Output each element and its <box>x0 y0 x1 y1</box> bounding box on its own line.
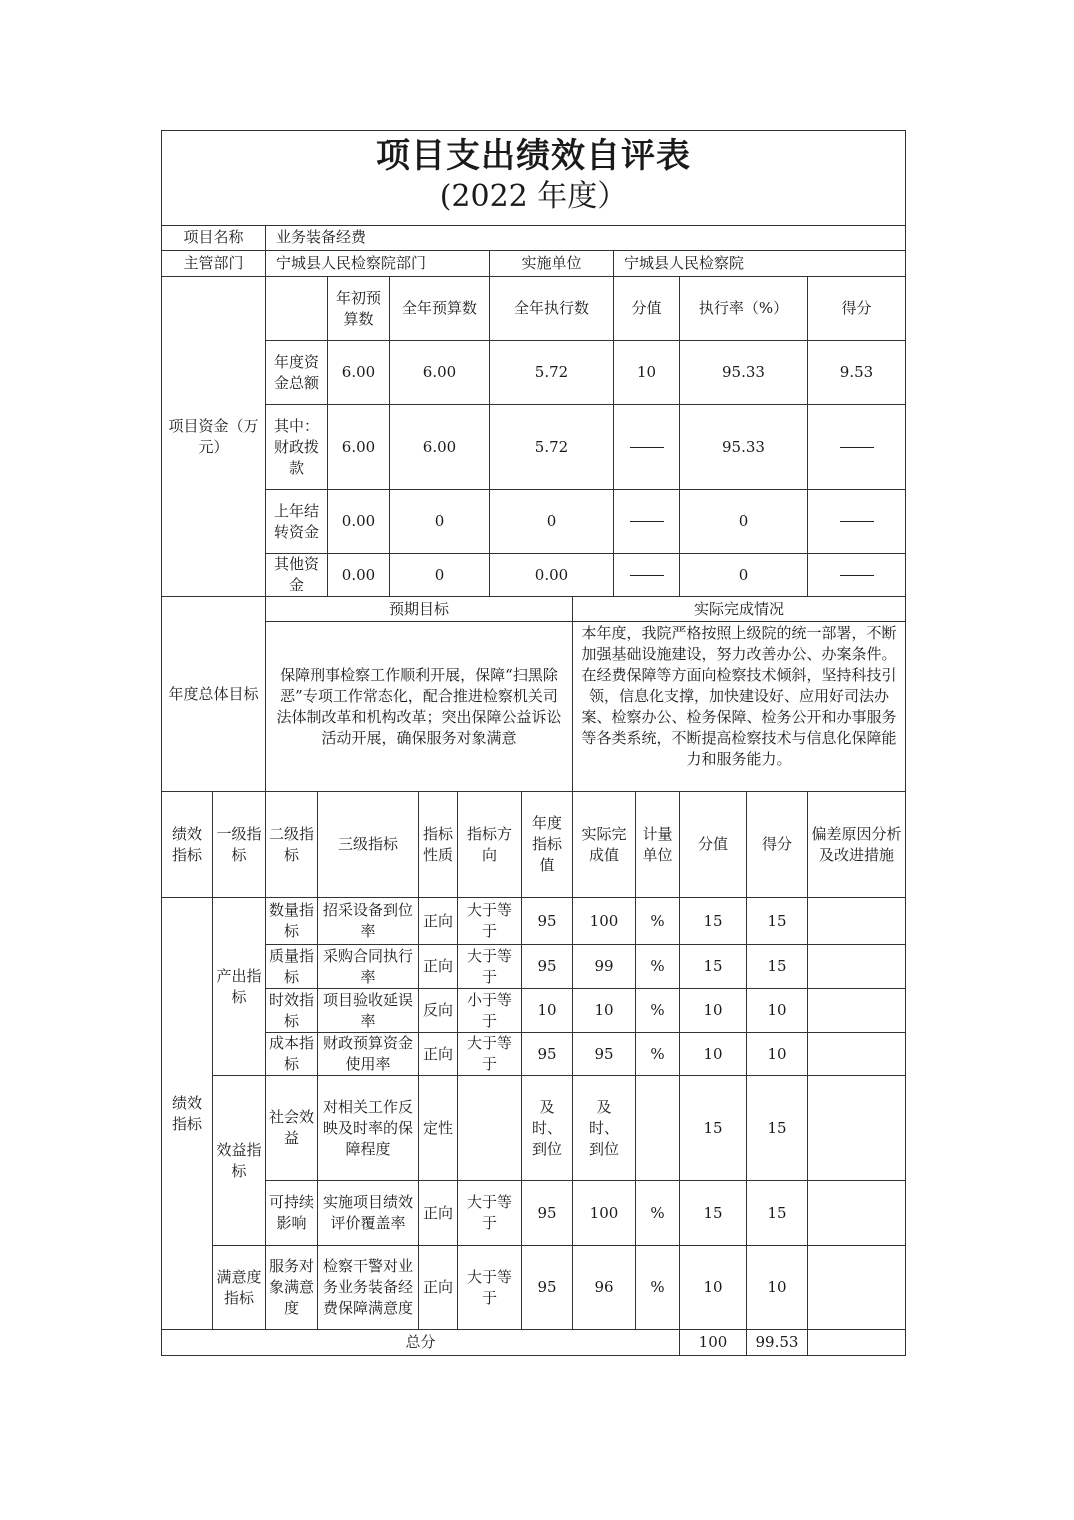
ind-row-l3: 检察干警对业务业务装备经费保障满意度 <box>318 1246 419 1330</box>
empty-dash <box>840 521 874 522</box>
ind-row-l3: 财政预算资金使用率 <box>318 1033 419 1076</box>
ind-row-nature: 正向 <box>419 1181 458 1246</box>
funds-row-label: 上年结转资金 <box>266 490 328 554</box>
ind-row-score-value: 10 <box>680 989 747 1033</box>
goals-expected-header: 预期目标 <box>266 597 573 622</box>
ind-row-note <box>808 945 905 989</box>
ind-row-score: 10 <box>747 1033 808 1076</box>
ind-row-unit: % <box>636 1246 680 1330</box>
funds-row-full: 0 <box>390 554 490 597</box>
ind-header-score: 得分 <box>747 792 808 898</box>
ind-row-note <box>808 898 905 945</box>
ind-row-target: 95 <box>522 898 573 945</box>
funds-row-init: 6.00 <box>328 405 390 490</box>
funds-header-rate: 执行率（%） <box>680 277 808 341</box>
project-name-label: 项目名称 <box>162 225 266 251</box>
empty-dash <box>630 447 664 448</box>
ind-row-nature: 正向 <box>419 945 458 989</box>
ind-row-note <box>808 1181 905 1246</box>
ind-l1-satisfaction: 满意度指标 <box>213 1246 266 1330</box>
ind-row-target: 95 <box>522 1033 573 1076</box>
funds-row-exec: 0.00 <box>490 554 614 597</box>
funds-row-score: 9.53 <box>808 341 905 405</box>
impl-unit-value: 宁城县人民检察院 <box>614 251 905 277</box>
funds-row-score <box>808 405 905 490</box>
self-evaluation-form <box>161 130 906 1356</box>
ind-row-nature: 反向 <box>419 989 458 1033</box>
funds-row-init: 0.00 <box>328 554 390 597</box>
ind-row-l3: 招采设备到位率 <box>318 898 419 945</box>
ind-row-unit: % <box>636 945 680 989</box>
ind-row-direction: 小于等于 <box>458 989 522 1033</box>
ind-header-perf: 绩效指标 <box>162 792 213 898</box>
ind-header-actual: 实际完成值 <box>573 792 636 898</box>
ind-header-l2: 二级指标 <box>266 792 318 898</box>
ind-row-score-value: 10 <box>680 1246 747 1330</box>
ind-header-l1: 一级指标 <box>213 792 266 898</box>
funds-header-exec: 全年执行数 <box>490 277 614 341</box>
empty-dash <box>840 447 874 448</box>
ind-row-score-value: 15 <box>680 898 747 945</box>
ind-row-l2: 质量指标 <box>266 945 318 989</box>
ind-row-score: 15 <box>747 945 808 989</box>
ind-row-target: 95 <box>522 945 573 989</box>
total-note <box>808 1330 905 1355</box>
funds-row-label: 年度资金总额 <box>266 341 328 405</box>
ind-row-direction <box>458 1076 522 1181</box>
dept-label: 主管部门 <box>162 251 266 277</box>
total-label: 总分 <box>162 1330 680 1355</box>
ind-row-l2: 社会效益 <box>266 1076 318 1181</box>
form-subtitle: (2022 年度） <box>439 179 628 214</box>
goals-actual-header: 实际完成情况 <box>573 597 905 622</box>
ind-row-actual: 95 <box>573 1033 636 1076</box>
ind-row-note <box>808 1033 905 1076</box>
ind-row-l2: 数量指标 <box>266 898 318 945</box>
funds-row-full: 6.00 <box>390 405 490 490</box>
funds-row-label: 其他资金 <box>266 554 328 597</box>
ind-row-target: 95 <box>522 1181 573 1246</box>
ind-row-actual: 100 <box>573 898 636 945</box>
funds-row-score-value: 10 <box>614 341 680 405</box>
ind-row-unit <box>636 1076 680 1181</box>
ind-row-nature: 正向 <box>419 898 458 945</box>
goals-section-label: 年度总体目标 <box>162 597 266 792</box>
ind-row-direction: 大于等于 <box>458 945 522 989</box>
funds-header-score-value: 分值 <box>614 277 680 341</box>
ind-row-l3: 项目验收延误率 <box>318 989 419 1033</box>
ind-header-unit: 计量单位 <box>636 792 680 898</box>
ind-row-l2: 可持续影响 <box>266 1181 318 1246</box>
ind-row-score-value: 15 <box>680 945 747 989</box>
ind-row-nature: 正向 <box>419 1033 458 1076</box>
ind-row-target: 及时、到位 <box>522 1076 573 1181</box>
funds-row-score-value <box>614 490 680 554</box>
ind-row-unit: % <box>636 898 680 945</box>
ind-row-l2: 成本指标 <box>266 1033 318 1076</box>
ind-header-l3: 三级指标 <box>318 792 419 898</box>
ind-row-actual: 10 <box>573 989 636 1033</box>
total-score-value: 100 <box>680 1330 747 1355</box>
ind-header-direction: 指标方向 <box>458 792 522 898</box>
ind-row-score-value: 15 <box>680 1076 747 1181</box>
project-name-value: 业务装备经费 <box>266 225 905 251</box>
ind-row-l2: 服务对象满意度 <box>266 1246 318 1330</box>
empty-dash <box>630 521 664 522</box>
ind-row-nature: 定性 <box>419 1076 458 1181</box>
ind-row-actual: 96 <box>573 1246 636 1330</box>
ind-row-score: 15 <box>747 1181 808 1246</box>
funds-row-score <box>808 554 905 597</box>
total-score: 99.53 <box>747 1330 808 1355</box>
ind-row-target: 95 <box>522 1246 573 1330</box>
ind-row-l3: 对相关工作反映及时率的保障程度 <box>318 1076 419 1181</box>
funds-row-exec: 0 <box>490 490 614 554</box>
ind-row-note <box>808 989 905 1033</box>
funds-section-label: 项目资金（万元） <box>162 277 266 597</box>
funds-row-full: 6.00 <box>390 341 490 405</box>
dept-value: 宁城县人民检察院部门 <box>266 251 490 277</box>
empty-dash <box>840 575 874 576</box>
empty-dash <box>630 575 664 576</box>
goals-actual-text: 本年度，我院严格按照上级院的统一部署，不断加强基础设施建设，努力改善办公、办案条件。在经费保障等方面向检察技术倾斜，坚持科技引领，信息化支撑，加快建设好、应用好司法办案、检察办公、检务保障、检务公开和办事服务等各类系统，不断提高检察技术与信息化保障能力和服务能力。 <box>573 622 905 792</box>
ind-row-score: 15 <box>747 898 808 945</box>
funds-row-init: 0.00 <box>328 490 390 554</box>
ind-row-score: 10 <box>747 1246 808 1330</box>
ind-row-score: 10 <box>747 989 808 1033</box>
funds-row-full: 0 <box>390 490 490 554</box>
ind-row-note <box>808 1076 905 1181</box>
ind-row-actual: 99 <box>573 945 636 989</box>
funds-row-score <box>808 490 905 554</box>
ind-row-direction: 大于等于 <box>458 1181 522 1246</box>
funds-row-score-value <box>614 405 680 490</box>
funds-row-label: 其中：财政拨款 <box>266 405 328 490</box>
ind-row-score-value: 15 <box>680 1181 747 1246</box>
funds-row-rate: 0 <box>680 490 808 554</box>
impl-unit-label: 实施单位 <box>490 251 614 277</box>
funds-row-exec: 5.72 <box>490 405 614 490</box>
ind-row-direction: 大于等于 <box>458 898 522 945</box>
ind-row-actual: 100 <box>573 1181 636 1246</box>
ind-row-direction: 大于等于 <box>458 1246 522 1330</box>
ind-row-l3: 实施项目绩效评价覆盖率 <box>318 1181 419 1246</box>
ind-row-score: 15 <box>747 1076 808 1181</box>
ind-header-score-value: 分值 <box>680 792 747 898</box>
funds-row-exec: 5.72 <box>490 341 614 405</box>
funds-header-blank <box>266 277 328 341</box>
ind-l1-output: 产出指标 <box>213 898 266 1076</box>
form-header <box>162 131 905 226</box>
ind-row-target: 10 <box>522 989 573 1033</box>
ind-row-nature: 正向 <box>419 1246 458 1330</box>
funds-header-init: 年初预算数 <box>328 277 390 341</box>
funds-row-init: 6.00 <box>328 341 390 405</box>
ind-header-target: 年度指标值 <box>522 792 573 898</box>
goals-expected-text: 保障刑事检察工作顺利开展，保障“扫黑除恶”专项工作常态化，配合推进检察机关司法体制改革和机构改革；突出保障公益诉讼活动开展，确保服务对象满意 <box>266 622 573 792</box>
ind-row-direction: 大于等于 <box>458 1033 522 1076</box>
ind-row-l3: 采购合同执行率 <box>318 945 419 989</box>
funds-row-rate: 95.33 <box>680 405 808 490</box>
ind-row-unit: % <box>636 1181 680 1246</box>
ind-section-label: 绩效指标 <box>162 898 213 1330</box>
funds-row-rate: 0 <box>680 554 808 597</box>
funds-header-full: 全年预算数 <box>390 277 490 341</box>
form-title: 项目支出绩效自评表 <box>376 136 691 176</box>
ind-header-note: 偏差原因分析及改进措施 <box>808 792 905 898</box>
funds-row-score-value <box>614 554 680 597</box>
ind-l1-benefit: 效益指标 <box>213 1076 266 1246</box>
ind-row-actual: 及时、到位 <box>573 1076 636 1181</box>
ind-row-note <box>808 1246 905 1330</box>
ind-row-unit: % <box>636 1033 680 1076</box>
ind-row-score-value: 10 <box>680 1033 747 1076</box>
funds-header-score: 得分 <box>808 277 905 341</box>
ind-row-l2: 时效指标 <box>266 989 318 1033</box>
ind-header-nature: 指标性质 <box>419 792 458 898</box>
funds-row-rate: 95.33 <box>680 341 808 405</box>
ind-row-unit: % <box>636 989 680 1033</box>
